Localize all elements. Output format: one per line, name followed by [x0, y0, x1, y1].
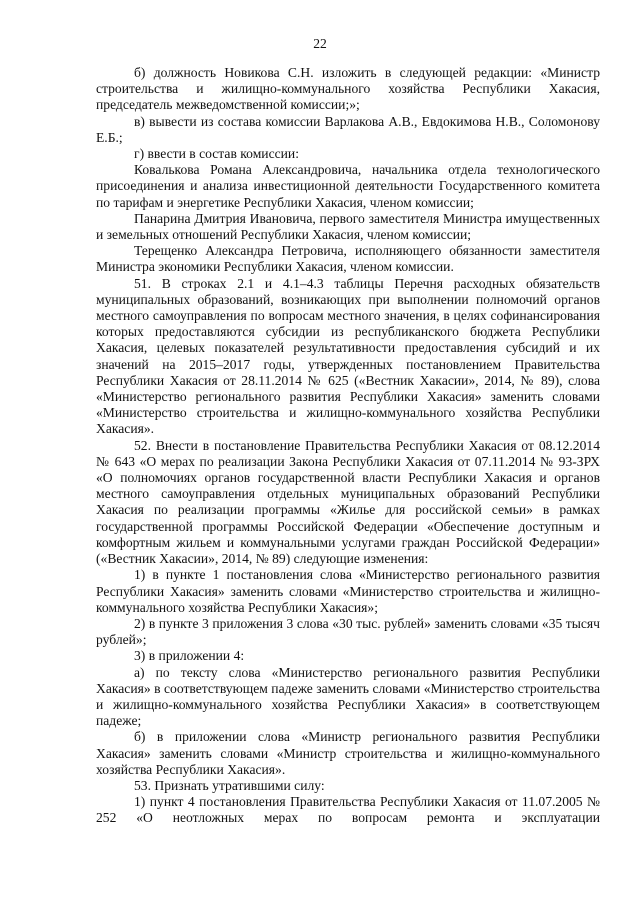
- paragraph-52-item-3a: а) по тексту слова «Министерство регионального развития Республики Хакасия» в соответствующем падеже заменить словами «Министерство строительства и жилищно-коммунального хозяйства Республики Хакасия» в соответствующем падеже;: [96, 664, 600, 729]
- paragraph-53-item-1: 1) пункт 4 постановления Правительства Республики Хакасия от 11.07.2005 № 252 «О неотложных мерах по вопросам ремонта и эксплуатации: [96, 794, 600, 826]
- paragraph-52-item-3b: б) в приложении слова «Министр регионального развития Республики Хакасия» заменить словами «Министр строительства и жилищно-коммунального хозяйства Республики Хакасия».: [96, 729, 600, 777]
- paragraph-v-remove-members: в) вывести из состава комиссии Варлакова А.В., Евдокимова Н.В., Соломонову Е.Б.;: [96, 113, 600, 145]
- paragraph-52: 52. Внести в постановление Правительства Республики Хакасия от 08.12.2014 № 643 «О мерах по реализации Закона Республики Хакасия от 07.11.2014 № 93-ЗРХ «О полномочиях органов государственной власти Республики Хакасия и органов местного самоуправления отдельных муниципальных образований Республики Хакасия по реализации программы «Жилье для российской семьи» в рамках государственной программы Российской Федерации «Обеспечение доступным и комфортным жильем и коммунальными услугами граждан Российской Федерации» («Вестник Хакасии», 2014, № 89) следующие изменения:: [96, 437, 600, 567]
- document-body: [96, 65, 600, 827]
- paragraph-g-add-members: г) ввести в состав комиссии:: [134, 146, 299, 162]
- paragraph-b-novikov: б) должность Новикова С.Н. изложить в следующей редакции: «Министр строительства и жилищно-коммунального хозяйства Республики Хакасия, председатель межведомственной комиссии;»;: [96, 65, 600, 113]
- page-number: 22: [313, 36, 327, 51]
- paragraph-panarin: Панарина Дмитрия Ивановича, первого заместителя Министра имущественных и земельных отношений Республики Хакасия, членом комиссии;: [96, 210, 600, 243]
- paragraph-52-item-3: 3) в приложении 4:: [134, 648, 245, 664]
- paragraph-53: 53. Признать утратившими силу:: [134, 777, 325, 793]
- paragraph-kovalkov: Ковалькова Романа Александровича, начальника отдела технологического присоединения и анализа инвестиционной деятельности Государственного комитета по тарифам и энергетике Республики Хакасия, членом комиссии;: [96, 162, 600, 210]
- paragraph-51: 51. В строках 2.1 и 4.1–4.3 таблицы Перечня расходных обязательств муниципальных образований, возникающих при выполнении полномочий органов местного самоуправления по вопросам местного значения, в целях софинансирования которых предоставляются субсидии из республиканского бюджета Республики Хакасия, целевых показателей результативности предоставления субсидий и их значений на 2015–2017 годы, утвержденных постановлением Правительства Республики Хакасия от 28.11.2014 № 625 («Вестник Хакасии», 2014, № 89), слова «Министерство регионального развития Республики Хакасия» заменить словами «Министерство строительства и жилищно-коммунального хозяйства Республики Хакасия».: [96, 275, 600, 437]
- paragraph-52-item-1: 1) в пункте 1 постановления слова «Министерство регионального развития Республики Хакасия» заменить словами «Министерство строительства и жилищно-коммунального хозяйства Республики Хакасия»;: [96, 567, 600, 615]
- paragraph-52-item-2: 2) в пункте 3 приложения 3 слова «30 тыс. рублей» заменить словами «35 тысяч рублей»;: [96, 615, 600, 648]
- paragraph-tereshchenko: Терещенко Александра Петровича, исполняющего обязанности заместителя Министра экономики Республики Хакасия, членом комиссии.: [96, 243, 600, 275]
